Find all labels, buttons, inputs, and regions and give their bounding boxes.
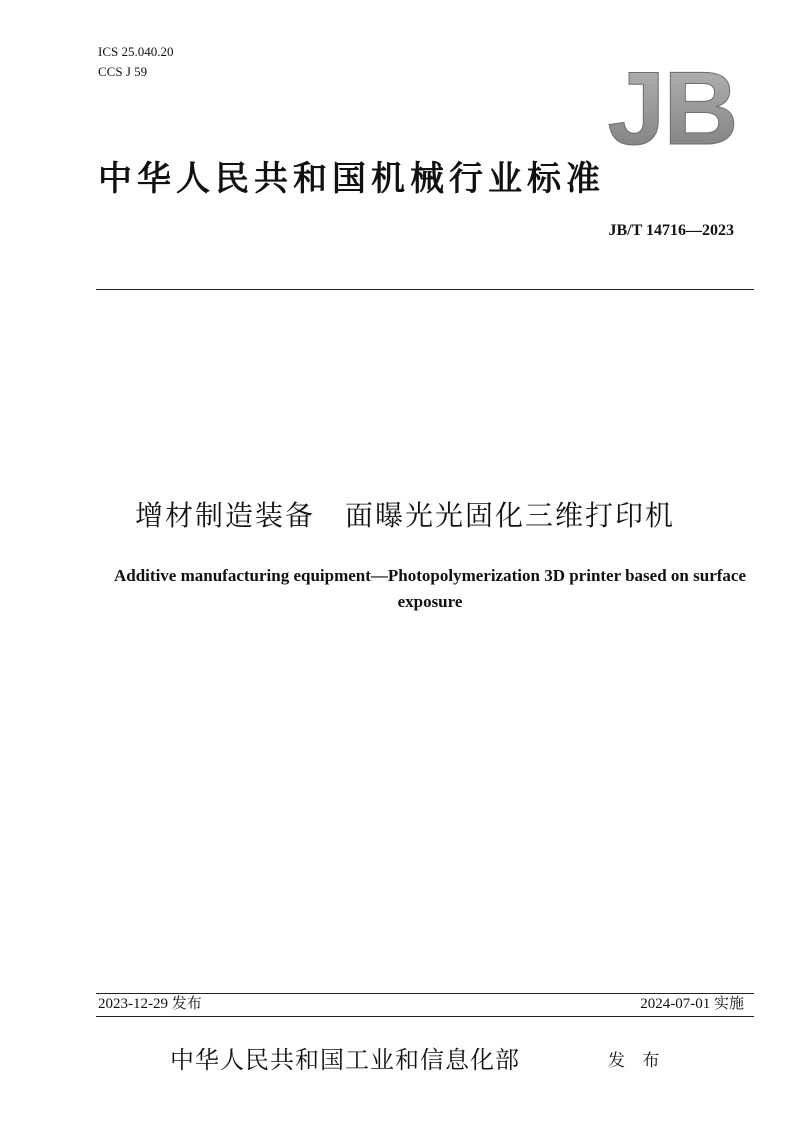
ics-code: ICS 25.040.20 — [98, 44, 174, 59]
issue-date: 2023-12-29 发布 — [98, 996, 202, 1012]
standard-category-title: 中华人民共和国机械行业标准 — [98, 159, 605, 199]
ccs-code: CCS J 59 — [98, 64, 148, 79]
issue-label: 发 布 — [608, 1051, 666, 1071]
issuing-authority: 中华人民共和国工业和信息化部 — [170, 1046, 520, 1074]
header-divider — [96, 289, 754, 290]
classification-codes — [98, 42, 173, 82]
standard-number: JB/T 14716—2023 — [608, 222, 734, 239]
jb-logo — [592, 56, 752, 156]
chinese-title: 增材制造装备 面曝光光固化三维打印机 — [134, 499, 675, 532]
english-title: Additive manufacturing equipment—Photopolymerization 3D printer based on surface exposure — [114, 566, 746, 611]
implementation-date: 2024-07-01 实施 — [640, 996, 744, 1012]
footer-divider-bottom — [96, 1016, 754, 1017]
svg-text:JB: JB — [607, 56, 737, 156]
